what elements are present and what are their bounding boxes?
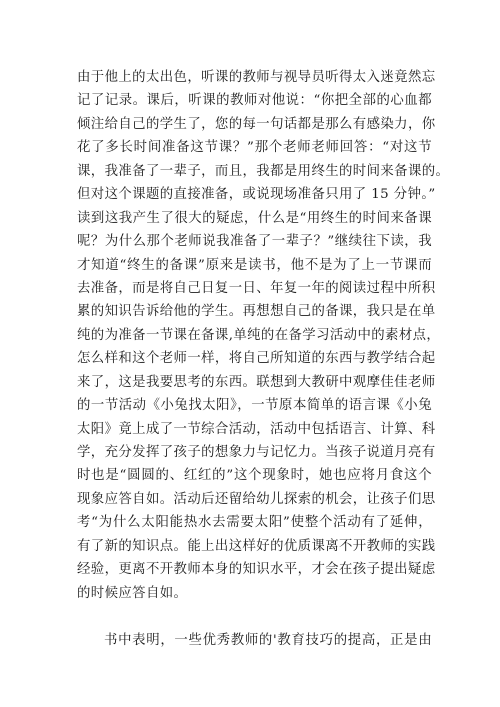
text-line: 倾注给自己的学生了，您的每一句话都是那么有感染力，你 xyxy=(77,116,436,132)
text-line: 记了记录。课后，听课的教师对他说：“你把全部的心血都 xyxy=(77,93,432,109)
text-line: 学，充分发挥了孩子的想象力与记忆力。当孩子说道月亮有 xyxy=(77,445,436,460)
text-line: 的时候应答自如。 xyxy=(77,585,188,601)
text-line: 有了新的知识点。能上出这样好的优质课离不开教师的实践 xyxy=(77,538,436,554)
text-line: 呢？为什么那个老师说我准备了一辈子？”继续往下读，我 xyxy=(77,234,432,250)
text-line: 才知道“终生的备课”原来是读书，他不是为了上一节课而 xyxy=(77,257,432,273)
text-line: 去准备，而是将自己日复一日、年复一年的阅读过程中所积 xyxy=(77,280,436,296)
text-line: 纯的为准备一节课在备课,单纯的在备学习活动中的素材点， xyxy=(77,327,441,343)
text-line: 的一节活动《小兔找太阳》，一节原本简单的语言课《小兔 xyxy=(77,398,432,414)
text-line: 怎么样和这个老师一样，将自己所知道的东西与教学结合起 xyxy=(77,351,436,367)
text-line: 来了，这是我要思考的东西。联想到大教研中观摩佳佳老师 xyxy=(77,374,436,390)
text-line: 书中表明，一些优秀教师的'教育技巧的提高，正是由 xyxy=(104,632,432,648)
body-text xyxy=(77,66,450,652)
text-line: 读到这我产生了很大的疑虑，什么是“用终生的时间来备课 xyxy=(77,210,432,226)
text-line: 花了多长时间准备这节课？”那个老师老师回答：“对这节 xyxy=(77,140,432,156)
paragraph-gap xyxy=(77,605,432,628)
text-line: 太阳》竟上成了一节综合活动，活动中包括语言、计算、科 xyxy=(77,421,436,437)
text-line: 由于他上的太出色，听课的教师与视导员听得太入迷竟然忘 xyxy=(77,70,436,85)
text-line: 但对这个课题的直接准备，或说现场准备只用了 15 分钟。” xyxy=(77,187,436,203)
text-line: 经验，更离不开教师本身的知识水平，才会在孩子提出疑虑 xyxy=(77,562,436,578)
text-line: 时也是“圆圆的、红红的”这个现象时，她也应将月食这个 xyxy=(77,468,432,484)
text-line: 课，我准备了一辈子，而且，我都是用终生的时间来备课的。 xyxy=(77,163,450,179)
text-line: 累的知识告诉给他的学生。再想想自己的备课，我只是在单 xyxy=(77,304,436,320)
text-line: 现象应答自如。活动后还留给幼儿探索的机会，让孩子们思 xyxy=(77,491,436,507)
text-line: 考“为什么太阳能热水去需要太阳”使整个活动有了延伸， xyxy=(77,515,432,531)
